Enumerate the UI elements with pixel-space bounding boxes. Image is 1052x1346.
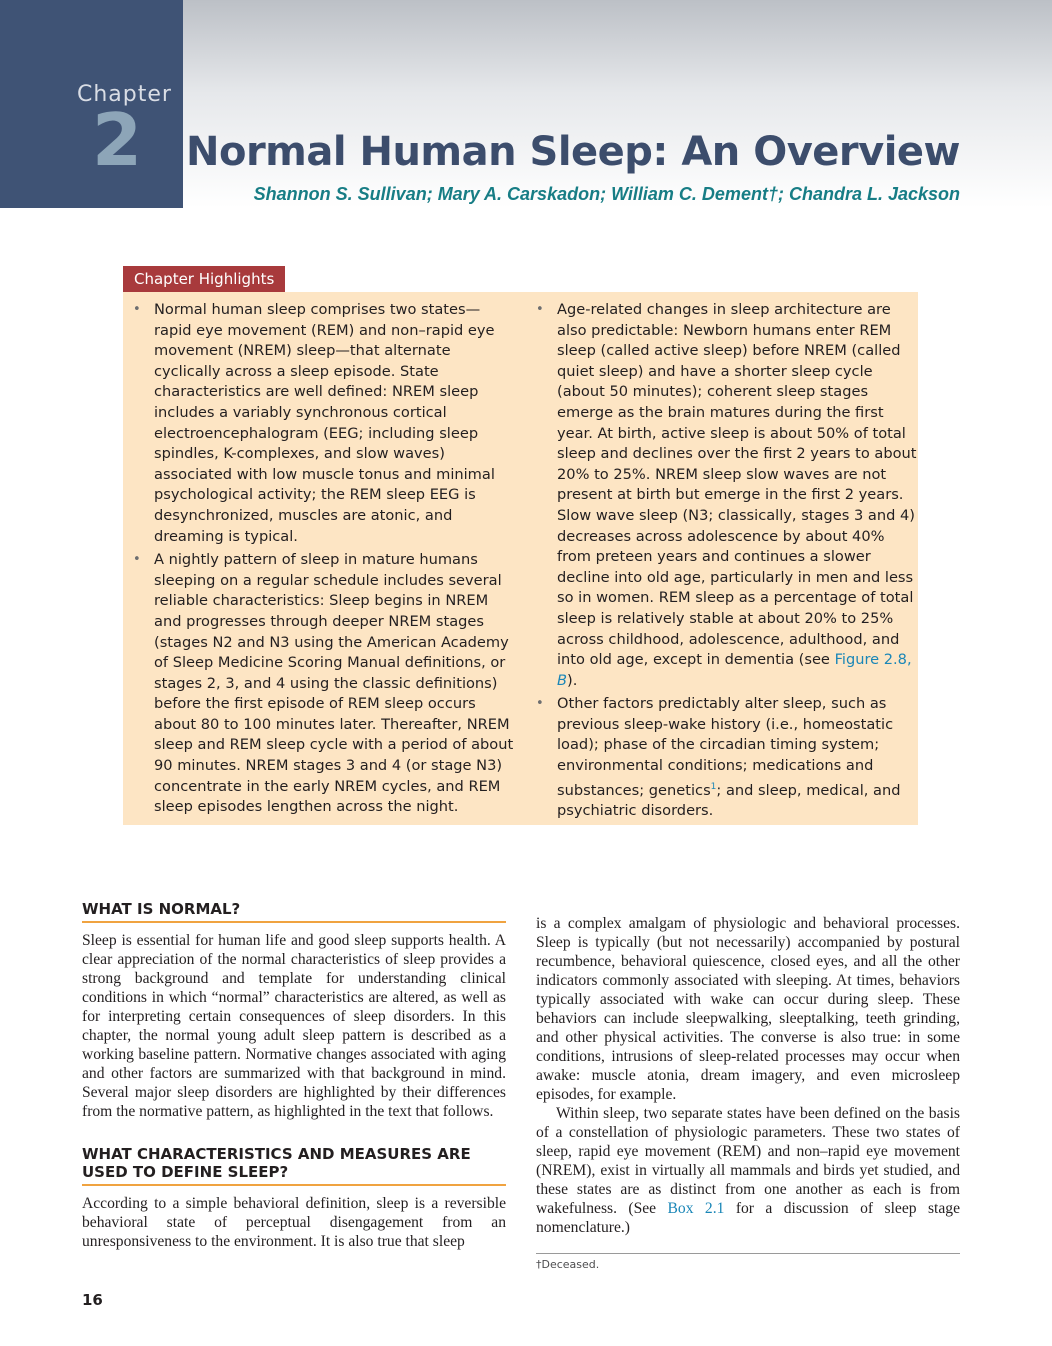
paragraph: Sleep is essential for human life and good sleep supports health. A clear appreciation of the normal characteristics of sleep provides a strong background and template for understanding clinical conditions in which “normal” characteristics are altered, as well as for interpreting certain consequences of sleep disorders. In this chapter, the normal young adult sleep pattern is described as a working baseline pattern. Normative changes associated with aging and other factors are summarized with that background in mind. Several major sleep disorders are highlighted by their differences from the normative pattern, as highlighted in the text that follows.: [82, 932, 506, 1120]
body-left-column: [82, 900, 506, 1251]
highlights-left-column: [133, 300, 516, 821]
highlight-item: • Age-related changes in sleep architecture are also predictable: Newborn humans enter REM sleep (called active sleep) before NREM (called quiet sleep) and have a shorter sleep cycle (about 50 minutes); coherent sleep stages emerge as the brain matures during the first year. At birth, active sleep is about 50% of total sleep and declines over the first 2 years to about 20% to 25%. NREM sleep slow waves are not present at birth but emerge in the first 2 years. Slow wave sleep (N3; classically, stages 3 and 4) decreases across adolescence by about 40% from preteen years and continues a slower decline into old age, particularly in men and less so in women. REM sleep as a percentage of total sleep is relatively stable at about 20% to 25% across childhood, adolescence, adulthood, and into old age, except in dementia (see Figure 2.8, B).: [536, 301, 917, 689]
section-heading: WHAT CHARACTERISTICS AND MEASURES ARE USED TO DEFINE SLEEP?: [82, 1145, 506, 1186]
page-title: Normal Human Sleep: An Overview: [185, 129, 960, 175]
highlight-item: • Normal human sleep comprises two states— rapid eye movement (REM) and non–rapid eye movement (NREM) sleep—that alternate cyclically across a sleep episode. State characteristics are well defined: NREM sleep includes a variably synchronous cortical electroencephalogram (EEG; including sleep spindles, K-complexes, and slow waves) associated with low muscle tonus and minimal psychological activity; the REM sleep EEG is desynchronized, muscles are atonic, and dreaming is typical.: [133, 301, 495, 545]
highlights-box: [123, 292, 918, 825]
footnote-divider: [536, 1253, 960, 1254]
bullet-icon: •: [536, 302, 544, 317]
bullet-icon: •: [133, 302, 141, 317]
highlights-right-column: [536, 300, 919, 825]
chapter-label: Chapter: [77, 82, 172, 107]
highlights-heading: Chapter Highlights: [123, 266, 285, 292]
reference-link[interactable]: 1: [710, 781, 717, 792]
box-link[interactable]: Box 2.1: [667, 1200, 725, 1217]
body-right-column: [536, 914, 960, 1237]
bullet-icon: •: [133, 552, 141, 568]
bullet-icon: •: [536, 696, 544, 712]
highlight-item: • Other factors predictably alter sleep, such as previous sleep-wake history (i.e., homeostatic load); phase of the circadian timing system; environmental conditions; medications and substances; genetics$^1$; and sleep, medical, and psychiatric disorders.: [536, 695, 901, 820]
figure-link[interactable]: Figure 2.8, B: [557, 651, 912, 689]
paragraph: is a complex amalgam of physiologic and behavioral processes. Sleep is typically (but not necessarily) accompanied by postural recumbence, behavioral quiescence, closed eyes, and all the other indicators commonly associated with sleeping. At times, behaviors typically associated with wake can occur during sleep. These behaviors can include sleepwalking, sleeptalking, teeth grinding, and other physical activities. The converse is also true: in some conditions, intrusions of sleep-related processes may occur when awake: muscle atonia, dream imagery, and even microsleep episodes, for example.: [536, 915, 960, 1103]
paragraph: According to a simple behavioral definition, sleep is a reversible behavioral state of perceptual disengagement from an unresponsiveness to the environment. It is also true that sleep: [82, 1195, 506, 1250]
section-heading: WHAT IS NORMAL?: [82, 900, 506, 923]
footnote: †Deceased.: [536, 1258, 600, 1271]
highlight-item: • A nightly pattern of sleep in mature humans sleeping on a regular schedule includes several reliable characteristics: Sleep begins in NREM and progresses through deeper NREM stages (stages N2 and N3 using the American Academy of Sleep Medicine Scoring Manual definitions, or stages 2, 3, and 4 using the classic definitions) before the first episode of REM sleep occurs about 80 to 100 minutes later. Thereafter, NREM sleep and REM sleep cycle with a period of about 90 minutes. NREM stages 3 and 4 (or stage N3) concentrate in the early NREM cycles, and REM sleep episodes lengthen across the night.: [133, 551, 514, 816]
page-number: 16: [82, 1291, 103, 1309]
chapter-number: 2: [92, 98, 143, 182]
author-list: Shannon S. Sullivan; Mary A. Carskadon; William C. Dement†; Chandra L. Jackson: [253, 184, 960, 204]
chapter-box: [0, 0, 183, 208]
paragraph: Within sleep, two separate states have been defined on the basis of a constellation of physiologic parameters. These two states of sleep, rapid eye movement (REM) and non–rapid eye movement (NREM), exist in virtually all mammals and birds yet studied, and these states are as distinct from one another as each is from wakefulness. (See Box 2.1 for a discussion of sleep stage nomenclature.): [536, 1105, 961, 1236]
